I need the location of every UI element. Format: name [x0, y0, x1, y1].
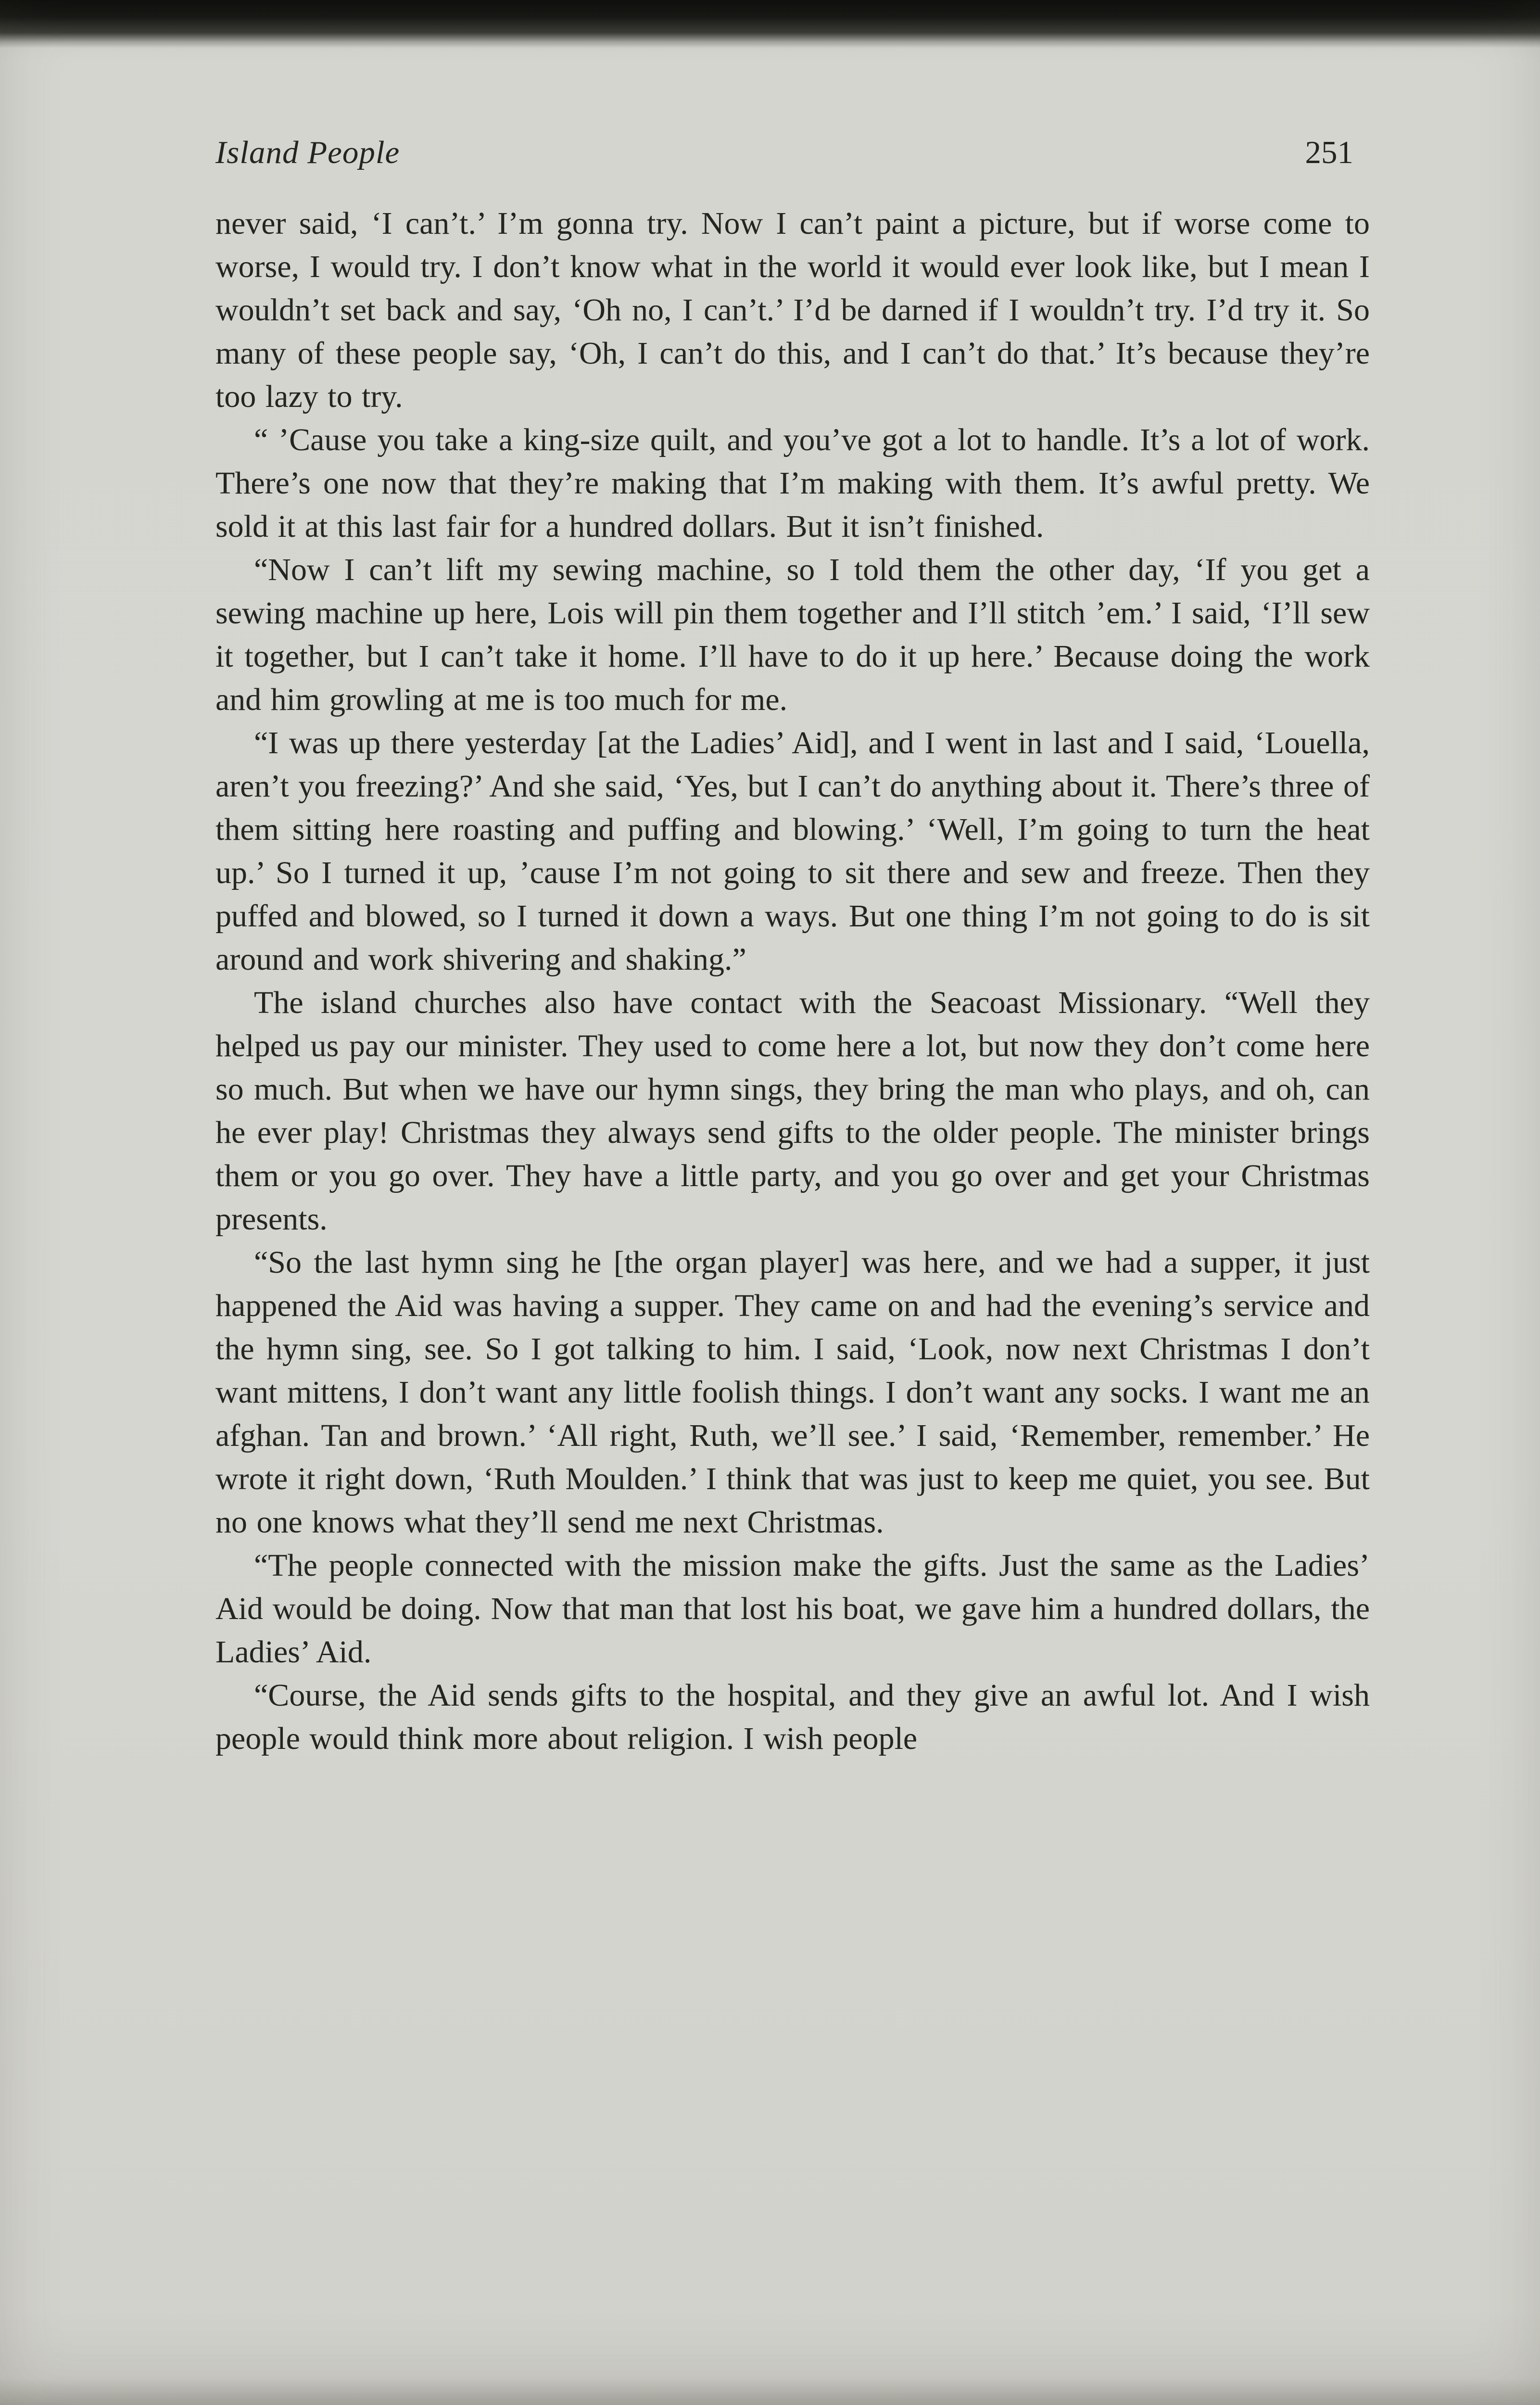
- page-header: [215, 131, 1370, 174]
- paragraph: “The people connected with the mission make the gifts. Just the same as the Ladies’ Aid would be doing. Now that man that lost his boat, we gave him a hundred dollars, the Ladies’ Aid.: [215, 1548, 1370, 1670]
- paragraph: “ ’Cause you take a king-size quilt, and you’ve got a lot to handle. It’s a lot of work. There’s one now that they’re making that I’m making with them. It’s awful pretty. We sold it at this last fair for a hundred dollars. But it isn’t finished.: [215, 422, 1370, 544]
- scan-edge-top: [0, 0, 1540, 48]
- paragraph: “Now I can’t lift my sewing machine, so I told them the other day, ‘If you get a sewing machine up here, Lois will pin them together and I’ll stitch ’em.’ I said, ‘I’ll sew it together, but I can’t take it home. I’ll have to do it up here.’ Because doing the work and him growling at me is too much for me.: [215, 552, 1370, 717]
- paragraph: “I was up there yesterday [at the Ladies’ Aid], and I went in last and I said, ‘Louella, aren’t you freezing?’ And she said, ‘Yes, but I can’t do anything about it. There’s three of them sitting here roasting and puffing and blowing.’ ‘Well, I’m going to turn the heat up.’ So I turned it up, ’cause I’m not going to sit there and sew and freeze. Then they puffed and blowed, so I turned it down a ways. But one thing I’m not going to do is sit around and work shivering and shaking.”: [215, 725, 1370, 977]
- scan-edge-bottom: [0, 2379, 1540, 2405]
- paragraph: “So the last hymn sing he [the organ player] was here, and we had a supper, it just happened the Aid was having a supper. They came on and had the evening’s service and the hymn sing, see. So I got talking to him. I said, ‘Look, now next Christmas I don’t want mittens, I don’t want any little foolish things. I don’t want any socks. I want me an afghan. Tan and brown.’ ‘All right, Ruth, we’ll see.’ I said, ‘Remember, remember.’ He wrote it right down, ‘Ruth Moulden.’ I think that was just to keep me quiet, you see. But no one knows what they’ll send me next Christmas.: [215, 1245, 1370, 1540]
- running-title: Island People: [215, 135, 400, 170]
- paragraph: never said, ‘I can’t.’ I’m gonna try. Now I can’t paint a picture, but if worse come to worse, I would try. I don’t know what in the world it would ever look like, but I mean I wouldn’t set back and say, ‘Oh no, I can’t.’ I’d be darned if I wouldn’t try. I’d try it. So many of these people say, ‘Oh, I can’t do this, and I can’t do that.’ It’s because they’re too lazy to try.: [215, 206, 1370, 414]
- page-content: [215, 131, 1370, 1760]
- page-number: 251: [1305, 135, 1353, 170]
- body-text: [215, 202, 1370, 1760]
- paragraph: “Course, the Aid sends gifts to the hospital, and they give an awful lot. And I wish people would think more about religion. I wish people: [215, 1678, 1370, 1756]
- paragraph: The island churches also have contact with the Seacoast Missionary. “Well they helped us pay our minister. They used to come here a lot, but now they don’t come here so much. But when we have our hymn sings, they bring the man who plays, and oh, can he ever play! Christmas they always send gifts to the older people. The minister brings them or you go over. They have a little party, and you go over and get your Christmas presents.: [215, 985, 1370, 1237]
